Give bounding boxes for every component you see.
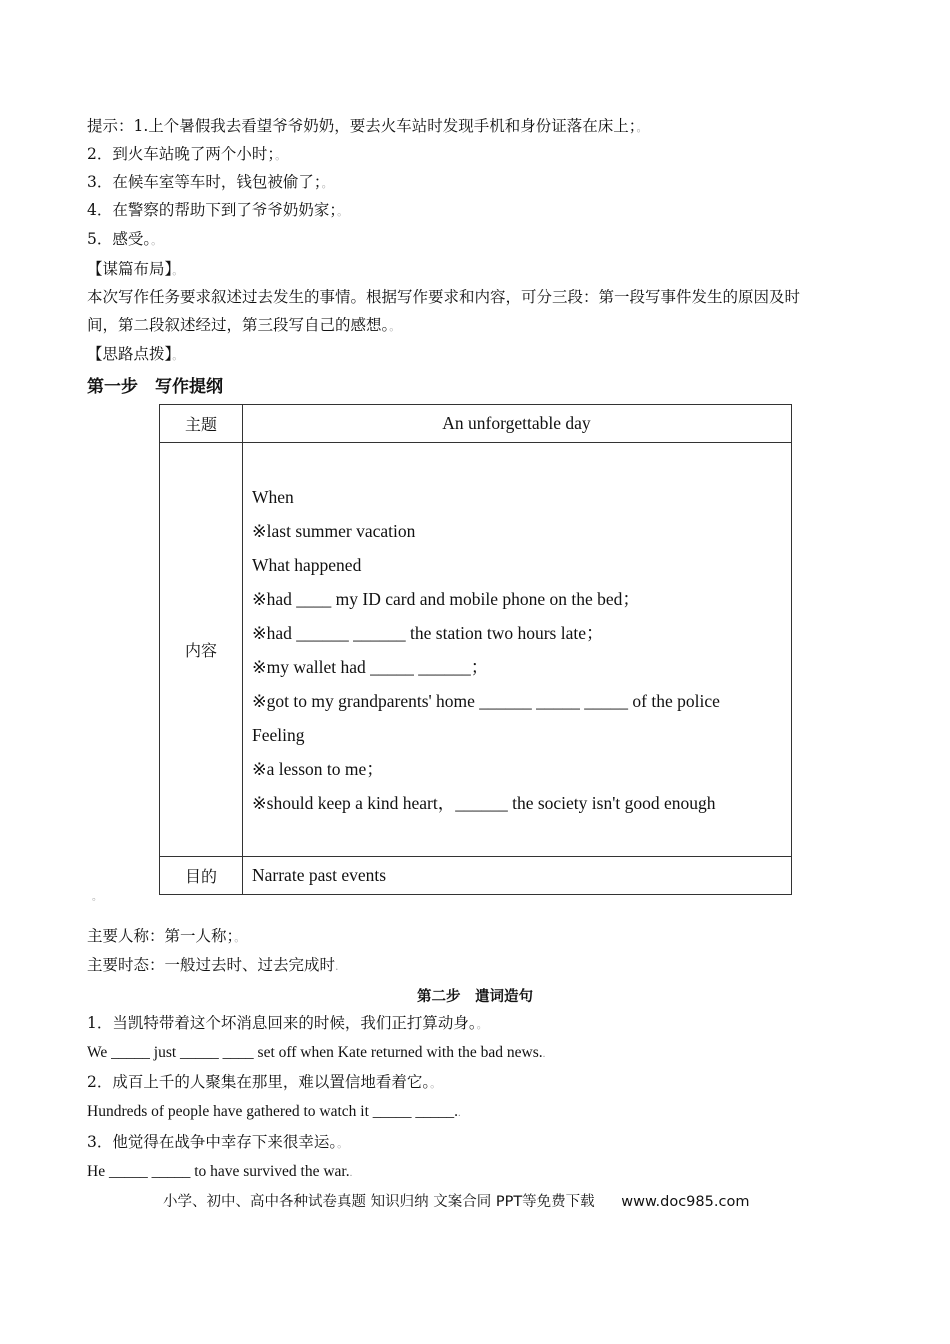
hint-line-4: 4．在警察的帮助下到了爷爷奶奶家；。 bbox=[87, 201, 349, 219]
exercise-q1: 1．当凯特带着这个坏消息回来的时候，我们正打算动身。。 bbox=[87, 1014, 488, 1032]
purpose-label: 目的 bbox=[160, 857, 243, 895]
content-line: ※had ______ ______ the station two hours late； bbox=[252, 622, 604, 643]
step2-title: 第二步 遣词造句 bbox=[417, 989, 533, 1005]
footer-url[interactable]: www.doc985.com bbox=[621, 1194, 750, 1210]
footer-text: 小学、初中、高中各种试卷真题 知识归纳 文案合同 PPT等免费下载 bbox=[163, 1194, 595, 1210]
exercise-a1: We _____ just _____ ____ set off when Kate returned with the bad news.. bbox=[87, 1044, 546, 1061]
ideas-heading: 【思路点拨】。 bbox=[87, 345, 184, 363]
topic-label: 主题 bbox=[160, 405, 243, 443]
purpose-value: Narrate past events bbox=[243, 857, 792, 895]
main-person: 主要人称：第一人称；。 bbox=[87, 927, 246, 945]
paragraph-mark: 。 bbox=[92, 892, 102, 903]
topic-row bbox=[160, 405, 792, 443]
content-line: ※my wallet had _____ ______； bbox=[252, 656, 489, 677]
footer bbox=[163, 1190, 749, 1211]
content-line: ※a lesson to me； bbox=[252, 758, 384, 779]
hint-line-5: 5．感受。。 bbox=[87, 230, 163, 248]
content-line: ※got to my grandparents' home ______ _____ _____ of the police bbox=[252, 690, 720, 711]
layout-text-line-1: 本次写作任务要求叙述过去发生的事情。根据写作要求和内容，可分三段：第一段写事件发生的原因及时 bbox=[87, 288, 801, 306]
main-tense: 主要时态：一般过去时、过去完成时. bbox=[87, 956, 339, 974]
hint-line-2: 2．到火车站晚了两个小时；。 bbox=[87, 145, 287, 163]
content-cell bbox=[243, 443, 792, 857]
content-line: What happened bbox=[252, 554, 362, 575]
topic-value: An unforgettable day bbox=[243, 405, 792, 443]
content-line: When bbox=[252, 486, 294, 507]
purpose-row bbox=[160, 857, 792, 895]
content-label: 内容 bbox=[160, 443, 243, 857]
content-line: ※should keep a kind heart，______ the society isn't good enough bbox=[252, 792, 716, 813]
outline-table bbox=[159, 404, 792, 895]
step1-title: 第一步 写作提纲 bbox=[87, 377, 223, 397]
content-row bbox=[160, 443, 792, 857]
content-line: ※had ____ my ID card and mobile phone on the bed； bbox=[252, 588, 640, 609]
exercise-a2: Hundreds of people have gathered to watch it _____ _____.. bbox=[87, 1103, 461, 1120]
layout-heading: 【谋篇布局】。 bbox=[87, 260, 184, 278]
exercise-a3: He _____ _____ to have survived the war.. bbox=[87, 1163, 353, 1180]
layout-text-line-2: 间，第二段叙述经过，第三段写自己的感想。。 bbox=[87, 316, 401, 334]
hint-line-3: 3．在候车室等车时，钱包被偷了；。 bbox=[87, 173, 333, 191]
content-line: ※last summer vacation bbox=[252, 520, 416, 541]
hint-line-1: 提示：1.上个暑假我去看望爷爷奶奶，要去火车站时发现手机和身份证落在床上；。 bbox=[87, 117, 648, 135]
exercise-q3: 3．他觉得在战争中幸存下来很幸运。。 bbox=[87, 1133, 349, 1151]
content-line: Feeling bbox=[252, 724, 305, 745]
exercise-q2: 2．成百上千的人聚集在那里，难以置信地看着它。。 bbox=[87, 1073, 442, 1091]
